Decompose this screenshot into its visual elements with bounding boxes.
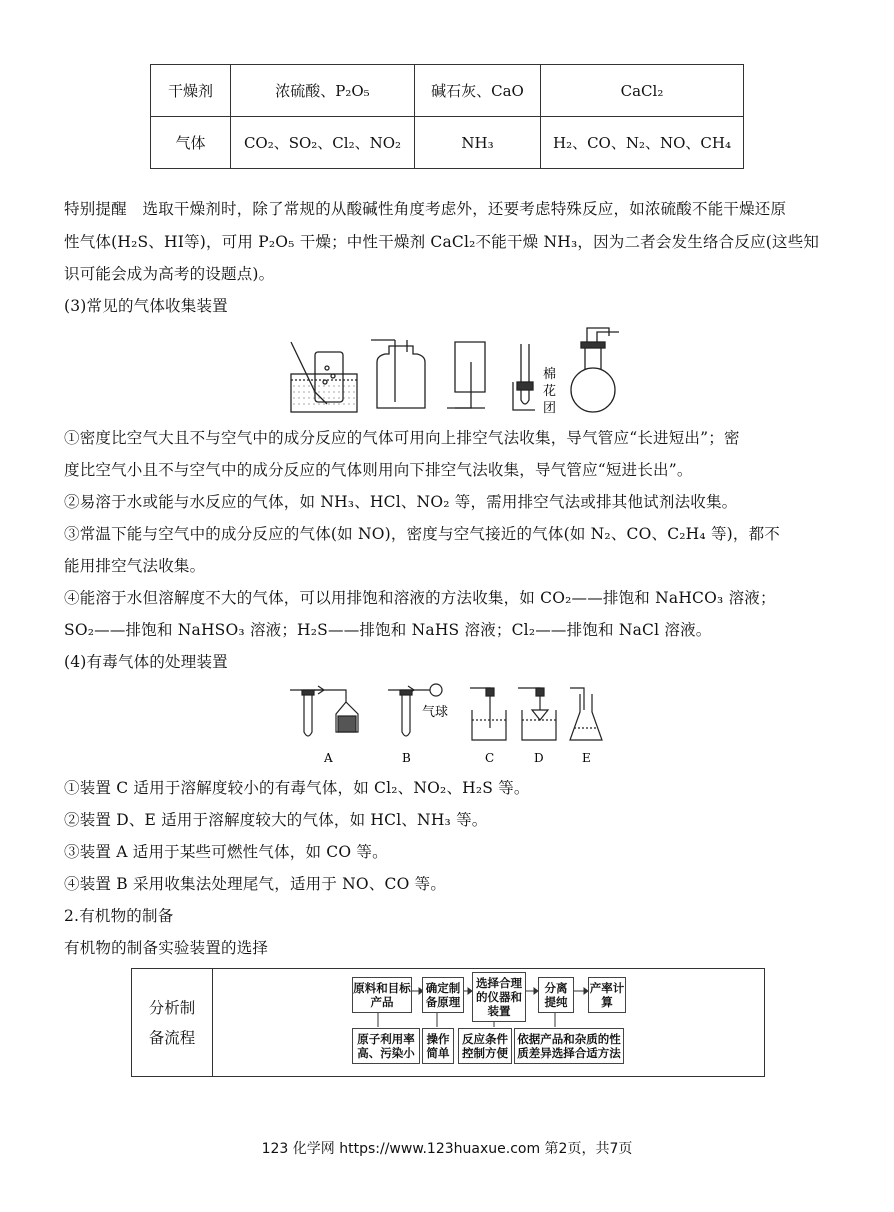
reminder-line: 特别提醒 选取干燥剂时，除了常规的从酸碱性角度考虑外，还要考虑特殊反应，如浓硫酸不能干燥还原 (64, 200, 787, 218)
flow-node-apparatus: 选择合理的仪器和装置 (472, 972, 526, 1022)
paragraph-line: ③装置 A 适用于某些可燃性气体，如 CO 等。 (64, 843, 388, 861)
flow-node-property-difference: 依据产品和杂质的性质差异选择合适方法 (514, 1028, 624, 1064)
section-heading: (3)常见的气体收集装置 (64, 297, 228, 315)
paragraph-line: ③常温下能与空气中的成分反应的气体(如 NO)，密度与空气接近的气体(如 N₂、CO、C₂H₄ 等)，都不 (64, 525, 780, 543)
flow-node-yield: 产率计算 (588, 977, 626, 1013)
table-cell: H₂、CO、N₂、NO、CH₄ (541, 117, 744, 169)
flow-node-separation: 分离提纯 (538, 977, 574, 1013)
flow-node-condition-control: 反应条件控制方便 (458, 1028, 512, 1064)
paragraph-line: 度比空气小且不与空气中的成分反应的气体则用向下排空气法收集，导气管应“短进长出”。 (64, 461, 693, 479)
flow-node-atom-economy: 原子利用率高、污染小 (352, 1028, 420, 1064)
section-heading: (4)有毒气体的处理装置 (64, 653, 228, 671)
reminder-line: 性气体(H₂S、HI等)，可用 P₂O₅ 干燥；中性干燥剂 CaCl₂不能干燥 NH₃，因为二者会发生络合反应(这些知 (64, 233, 820, 251)
device-label-d: D (534, 751, 544, 765)
device-label-c: C (485, 751, 495, 765)
desiccant-table (150, 64, 744, 169)
cotton-label-char: 花 (543, 384, 557, 399)
cotton-label-char: 棉 (543, 367, 557, 382)
table-header-label: 干燥剂 (151, 65, 231, 117)
table-cell: CO₂、SO₂、Cl₂、NO₂ (231, 117, 415, 169)
page-footer: 123 化学网 https://www.123huaxue.com 第2页，共7页 (261, 1141, 633, 1157)
flow-label-text: 分析制备流程 (148, 998, 196, 1047)
paragraph-line: ④能溶于水但溶解度不大的气体，可以用排饱和溶液的方法收集，如 CO₂——排饱和 NaHCO₃ 溶液； (64, 589, 776, 607)
device-label-a: A (324, 751, 333, 765)
tail-gas-figure (284, 680, 624, 770)
organic-flow-box (131, 968, 765, 1077)
table-cell: 碱石灰、CaO (415, 65, 541, 117)
cotton-label-char: 团 (543, 401, 557, 416)
balloon-label: 气球 (422, 705, 449, 720)
flow-node-principle: 确定制备原理 (422, 977, 464, 1013)
table-cell: 浓硫酸、P₂O₅ (231, 65, 415, 117)
paragraph-line: 能用排空气法收集。 (64, 557, 206, 575)
table-cell: NH₃ (415, 117, 541, 169)
paragraph-line: ②装置 D、E 适用于溶解度较大的气体，如 HCl、NH₃ 等。 (64, 811, 488, 829)
device-label-b: B (402, 751, 411, 765)
flow-node-simple-operation: 操作简单 (422, 1028, 454, 1064)
table-row-label: 气体 (151, 117, 231, 169)
paragraph-line: ①密度比空气大且不与空气中的成分反应的气体可用向上排空气法收集，导气管应“长进短出”；密 (64, 429, 740, 447)
paragraph-line: ②易溶于水或能与水反应的气体，如 NH₃、HCl、NO₂ 等，需用排空气法或排其他试剂法收集。 (64, 493, 738, 511)
section-subheading: 有机物的制备实验装置的选择 (64, 939, 269, 957)
section-heading: 2.有机物的制备 (64, 907, 174, 925)
paragraph-line: ①装置 C 适用于溶解度较小的有毒气体，如 Cl₂、NO₂、H₂S 等。 (64, 779, 530, 797)
device-label-e: E (582, 751, 591, 765)
paragraph-line: ④装置 B 采用收集法处理尾气，适用于 NO、CO 等。 (64, 875, 447, 893)
flow-node-materials: 原料和目标产品 (352, 977, 412, 1013)
gas-collection-figure (285, 322, 625, 416)
table-cell: CaCl₂ (541, 65, 744, 117)
reminder-line: 识可能会成为高考的设题点)。 (64, 265, 275, 283)
paragraph-line: SO₂——排饱和 NaHSO₃ 溶液；H₂S——排饱和 NaHS 溶液；Cl₂——排饱和 NaCl 溶液。 (64, 621, 712, 639)
